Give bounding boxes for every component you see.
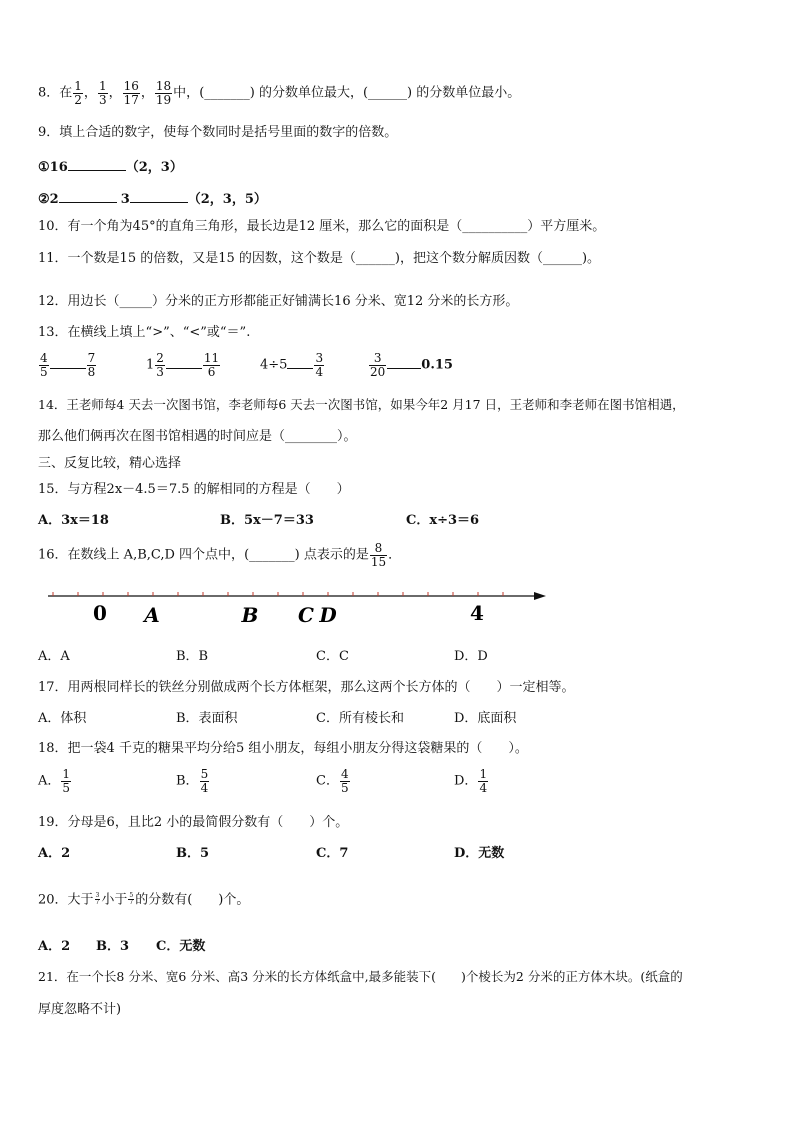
question-21-line-1: 21．在一个长8 分米、宽6 分米、高3 分米的长方体纸盒中,最多能装下( )个棱长为2 分米的正方体木块。(纸盒的 xyxy=(38,969,683,984)
answer-blank[interactable]: (_______) xyxy=(199,85,255,101)
option-d[interactable]: D．无数 xyxy=(454,846,505,861)
option-c[interactable]: C．所有棱长和 xyxy=(316,711,404,726)
question-20-options xyxy=(38,940,205,953)
question-13: 13．在横线上填上“>”、“<”或“＝”. xyxy=(38,325,251,340)
question-16-options xyxy=(38,650,488,663)
option-b[interactable]: B．3 xyxy=(96,939,130,954)
answer-blank[interactable] xyxy=(59,190,117,203)
question-13-item-c: 4÷5 $\frac{3}{4}$ xyxy=(260,351,324,379)
question-17: 17．用两根同样长的铁丝分别做成两个长方体框架，那么这两个长方体的（ ）一定相等。 xyxy=(38,680,575,695)
question-18: 18．把一袋4 千克的糖果平均分给5 组小朋友，每组小朋友分得这袋糖果的（ ）。 xyxy=(38,741,528,756)
question-13-item-a xyxy=(38,352,97,378)
question-14-line-1: 14．王老师每4 天去一次图书馆，李老师每6 天去一次图书馆，如果今年2 月17 日，王老师和李老师在图书馆相遇， xyxy=(38,397,685,412)
option-c[interactable]: C．C xyxy=(316,649,349,664)
question-10: 10．有一个角为45°的直角三角形，最长边是12 厘米，那么它的面积是（__________）平方厘米。 xyxy=(38,219,606,234)
answer-blank[interactable]: (_______) xyxy=(244,547,300,563)
option-d[interactable]: D．D xyxy=(454,649,488,664)
question-9: 9．填上合适的数字，使每个数同时是括号里面的数字的倍数。 xyxy=(38,125,398,140)
fraction: $\frac{8}{15}$ xyxy=(370,541,387,569)
option-c[interactable]: C．7 xyxy=(316,846,349,861)
question-13-item-d: $\frac{3}{20}$ 0.15 xyxy=(370,351,453,379)
answer-blank[interactable] xyxy=(287,356,313,369)
option-a[interactable]: A．A xyxy=(38,649,70,664)
fraction: $\frac{16}{17}$ xyxy=(123,79,139,107)
question-9-sub-1: ①16 （2，3） xyxy=(38,160,183,175)
fraction: $\frac{3}{4}$ xyxy=(315,351,324,379)
option-c[interactable]: C．x÷3＝6 xyxy=(406,513,480,528)
label-d: D xyxy=(319,603,337,627)
option-a[interactable]: A．3x＝18 xyxy=(38,513,109,528)
question-17-options xyxy=(38,712,516,725)
option-c[interactable]: C． $\frac{4}{5}$ xyxy=(316,767,349,795)
label-four: 4 xyxy=(470,601,484,625)
option-b[interactable]: B．B xyxy=(176,649,209,664)
label-zero: 0 xyxy=(93,601,107,625)
fraction: $\frac{7}{8}$ xyxy=(87,351,96,379)
question-21-line-2: 厚度忽略不计) xyxy=(38,1002,122,1017)
fraction: $\frac{2}{3}$ xyxy=(156,351,164,379)
fraction: $\frac{1}{2}$ xyxy=(74,79,82,107)
fraction: $\frac{3}{20}$ xyxy=(370,351,386,379)
option-a[interactable]: A． $\frac{1}{5}$ xyxy=(38,767,71,795)
answer-blank[interactable] xyxy=(50,356,86,369)
option-b[interactable]: B．5 xyxy=(176,846,210,861)
question-12: 12．用边长（_____）分米的正方形都能正好铺满长16 分米、宽12 分米的长方形。 xyxy=(38,294,519,309)
option-b[interactable]: B．表面积 xyxy=(176,711,238,726)
question-8: 8．在 $\frac{1}{2}$ ， $\frac{1}{3}$ ， $\frac{16}{17}$ ， $\frac{18}{19}$ 中，(_______) 的分数单位最大，(______) 的分数单位最小。 xyxy=(38,79,521,107)
answer-blank[interactable]: (______) xyxy=(362,85,413,101)
question-15: 15．与方程2x－4.5＝7.5 的解相同的方程是（ ） xyxy=(38,482,350,497)
question-19-options xyxy=(38,847,504,860)
question-20: 20．大于 $\frac{3}{7}$ 小于 $\frac{5}{7}$ 的分数有( )个。 xyxy=(38,892,250,908)
option-d[interactable]: D．底面积 xyxy=(454,711,517,726)
fraction: $\frac{1}{3}$ xyxy=(98,79,107,107)
question-19: 19．分母是6，且比2 小的最简假分数有（ ）个。 xyxy=(38,815,349,830)
option-a[interactable]: A．体积 xyxy=(38,711,87,726)
option-b[interactable]: B．5x－7＝33 xyxy=(220,513,314,528)
number-line-arrow-icon xyxy=(534,592,546,600)
fraction: $\frac{5}{7}$ xyxy=(129,892,134,907)
label-c: C xyxy=(298,603,314,627)
answer-blank[interactable] xyxy=(130,190,188,203)
question-16: 16．在数线上 A,B,C,D 四个点中，(_______) 点表示的是 $\frac{8}{15}$ ． xyxy=(38,541,402,569)
question-11: 11．一个数是15 的倍数，又是15 的因数，这个数是（______)，把这个数分解质因数（______)。 xyxy=(38,251,601,266)
label-b: B xyxy=(241,603,259,627)
question-9-sub-2: ②2 3 （2，3，5） xyxy=(38,192,267,207)
fraction: $\frac{18}{19}$ xyxy=(155,79,172,107)
question-13-item-b: 1 $\frac{2}{3}$ $\frac{11}{6}$ xyxy=(146,351,220,379)
option-c[interactable]: C．无数 xyxy=(156,939,206,954)
label-a: A xyxy=(144,603,160,627)
question-15-options xyxy=(38,514,479,527)
section-heading: 三、反复比较，精心选择 xyxy=(38,456,182,471)
answer-blank[interactable] xyxy=(387,356,421,369)
fraction: $\frac{4}{5}$ xyxy=(40,351,48,379)
option-b[interactable]: B． $\frac{5}{4}$ xyxy=(176,767,209,795)
option-a[interactable]: A．2 xyxy=(38,846,71,861)
option-d[interactable]: D． $\frac{1}{4}$ xyxy=(454,767,488,795)
option-a[interactable]: A．2 xyxy=(38,939,71,954)
answer-blank[interactable] xyxy=(166,356,202,369)
question-14-line-2: 那么他们俩再次在图书馆相遇的时间应是（________）。 xyxy=(38,429,357,444)
fraction: $\frac{11}{6}$ xyxy=(203,351,220,379)
fraction: $\frac{3}{7}$ xyxy=(95,892,100,907)
answer-blank[interactable] xyxy=(68,158,126,171)
question-18-options xyxy=(38,768,489,794)
number-line xyxy=(0,580,794,630)
